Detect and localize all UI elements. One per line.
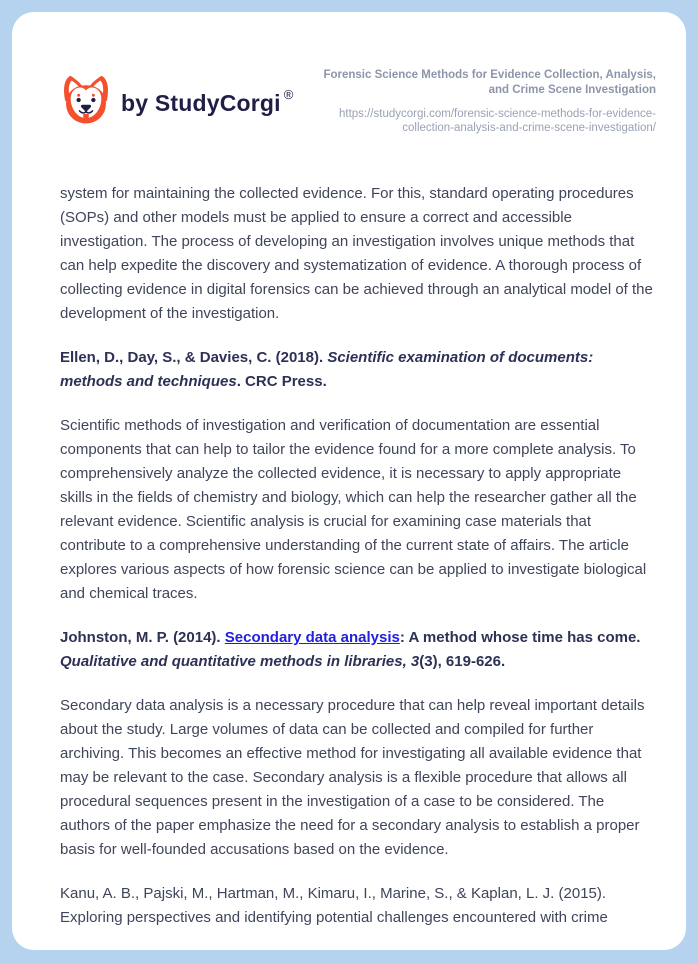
citation-subtitle: : A method whose time has come. [399, 629, 641, 646]
document-title: Forensic Science Methods for Evidence Collection, Analysis, and Crime Scene Investigation [323, 69, 656, 96]
citation-authors: Ellen, D., Day, S., & Davies, C. (2018). [60, 349, 328, 366]
reference-citation-ellen [60, 346, 656, 394]
document-meta [306, 68, 656, 135]
page-header [60, 68, 656, 142]
annotation-paragraph-3: Secondary data analysis is a necessary procedure that can help reveal important details about the study. Large volumes of data can be collected and compiled for further archiving. This becomes an effective method for investigating all available evidence that may be relevant to the case. Secondary analysis is a flexible procedure that allows all procedural sequences present in the investigation of a case to be considered. The authors of the paper emphasize the need for a secondary analysis to establish a proper basis for well-founded accusations based on the evidence. [60, 697, 645, 858]
citation-publisher: . CRC Press. [236, 373, 327, 390]
citation-issue-pages: (3), 619-626. [419, 653, 506, 670]
annotation-paragraph-1: system for maintaining the collected evidence. For this, standard operating procedures (SOPs) and other models must be applied to ensure a correct and accessible investigation. The process of developing an investigation involves unique methods that can help expedite the discovery and systematization of evidence. A thorough process of collecting evidence in digital forensics can be achieved through an analytical model of the development of the investigation. [60, 185, 653, 322]
document-card [12, 12, 686, 950]
brand-text-group [121, 82, 293, 118]
registered-trademark-icon: ® [283, 87, 294, 103]
studycorgi-logo[interactable] [60, 72, 293, 128]
document-body [60, 182, 656, 930]
citation-volume: 3 [410, 653, 420, 670]
reference-citation-johnston [60, 626, 656, 674]
reference-citation-kanu: Kanu, A. B., Pajski, M., Hartman, M., Kimaru, I., Marine, S., & Kaplan, L. J. (2015). Exploring perspectives and identifying potential challenges encountered with crime [60, 885, 608, 926]
citation-work-title: Scientific examination of documents: methods and techniques [60, 349, 594, 390]
citation-authors: Johnston, M. P. (2014). [60, 629, 225, 646]
document-url-link[interactable]: https://studycorgi.com/forensic-science-methods-for-evidence-collection-analysis-and-crime-scene-investigation/ [338, 108, 656, 134]
annotation-paragraph-2: Scientific methods of investigation and verification of documentation are essential components that can help to tailor the evidence found for a more complete analysis. To comprehensively analyze the collected evidence, it is necessary to apply appropriate skills in the fields of chemistry and biology, which can help the researcher gather all the relevant evidence. Scientific analysis is crucial for examining case materials that contribute to a comprehensive understanding of the current state of affairs. The article explores various aspects of how forensic science can be applied to investigate biological and chemical traces. [60, 417, 647, 602]
citation-article-link[interactable]: Secondary data analysis [224, 629, 400, 646]
corgi-face-icon [60, 72, 112, 128]
citation-journal-title: Qualitative and quantitative methods in libraries, [60, 653, 411, 670]
brand-name: by StudyCorgi [121, 90, 281, 117]
